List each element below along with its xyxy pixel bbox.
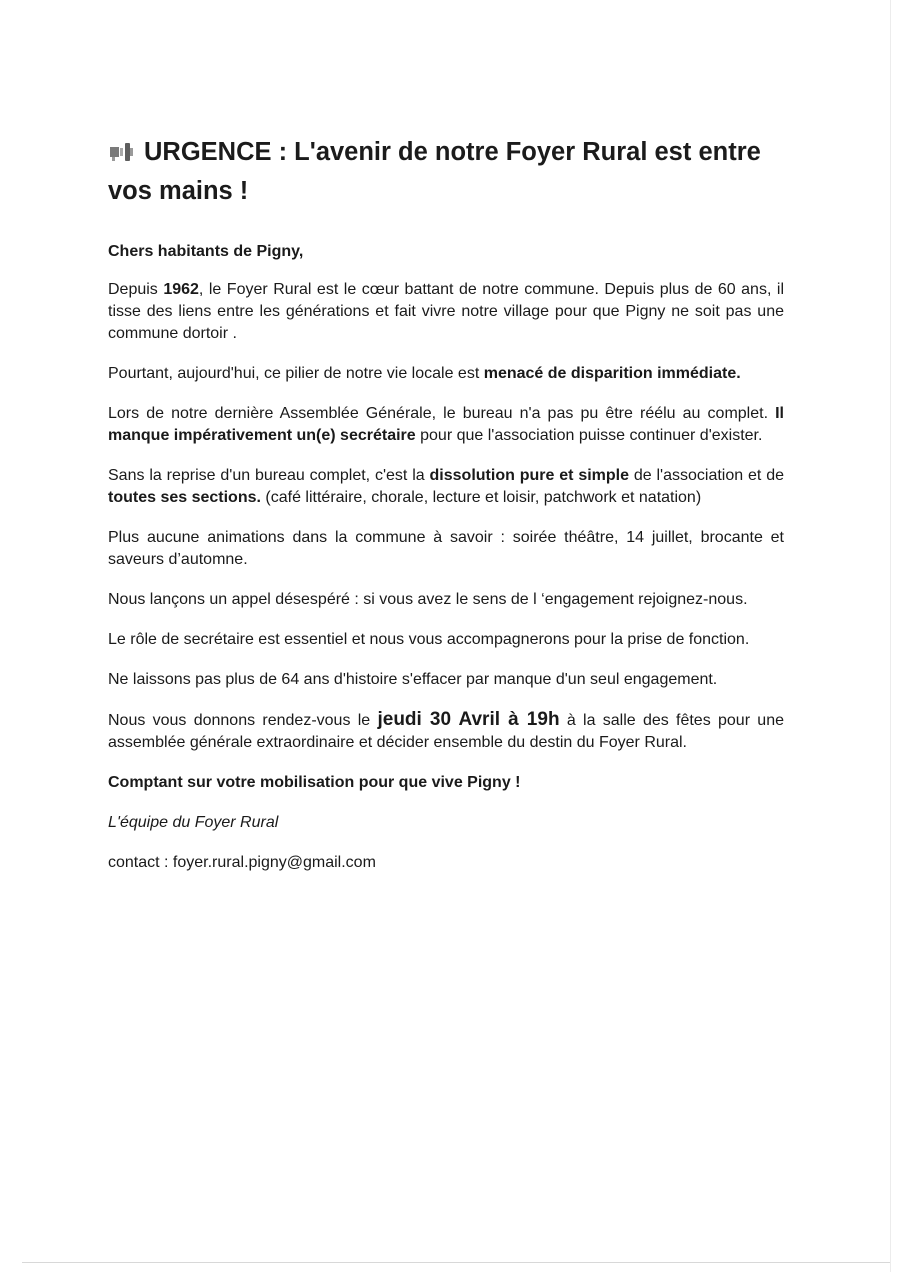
paragraph-role: Le rôle de secrétaire est essentiel et nous vous accompagnerons pour la prise de fonction. [108,631,750,648]
paragraph-events: Plus aucune animations dans la commune à savoir : soirée théâtre, 14 juillet, brocante et saveurs d’automne. [108,529,784,568]
threat-emphasis: menacé de disparition immédiate. [483,365,741,382]
paragraph-assembly: Lors de notre dernière Assemblée Générale, le bureau n'a pas pu être réélu au complet. Il manque impérativement un(e) secrétaire pour que l'association puisse continuer d'exister. [108,405,784,444]
letter-body [108,134,784,874]
dissolution-emphasis: dissolution pure et simple [429,467,629,484]
sections-emphasis: toutes ses sections. [108,489,261,506]
paragraph-dissolution: Sans la reprise d'un bureau complet, c'est la dissolution pure et simple de l'association et de toutes ses sections. (café littéraire, chorale, lecture et loisir, patchwork et natation) [108,467,784,506]
paragraph-meeting: Nous vous donnons rendez-vous le jeudi 30 Avril à 19h à la salle des fêtes pour une assemblée générale extraordinaire et décider ensemble du destin du Foyer Rural. [108,709,784,751]
scan-right-edge [890,0,891,1272]
paragraph-appeal: Nous lançons un appel désespéré : si vous avez le sens de l ‘engagement rejoignez-nous. [108,591,748,608]
closing-line: Comptant sur votre mobilisation pour que vive Pigny ! [108,774,521,791]
page-title [108,134,784,209]
paragraph-threat: Pourtant, aujourd'hui, ce pilier de notre vie locale est menacé de disparition immédiate. [108,365,741,382]
megaphone-icon [108,137,138,173]
scan-bottom-edge [22,1262,890,1263]
paragraph-history-loss: Ne laissons pas plus de 64 ans d'histoire s'effacer par manque d'un seul engagement. [108,671,718,688]
founding-year: 1962 [163,281,199,298]
greeting: Chers habitants de Pigny, [108,243,304,260]
contact-line: contact : foyer.rural.pigny@gmail.com [108,854,376,871]
secretary-emphasis: Il manque impérativement un(e) secrétaire [108,405,784,444]
paragraph-history: Depuis 1962, le Foyer Rural est le cœur battant de notre commune. Depuis plus de 60 ans, il tisse des liens entre les générations et fait vivre notre village pour que Pigny ne soit pas une commune dortoir . [108,281,785,342]
meeting-date: jeudi 30 Avril à 19h [377,709,560,730]
title-text: URGENCE : L'avenir de notre Foyer Rural est entre vos mains ! [108,138,761,205]
signature: L'équipe du Foyer Rural [108,814,279,831]
